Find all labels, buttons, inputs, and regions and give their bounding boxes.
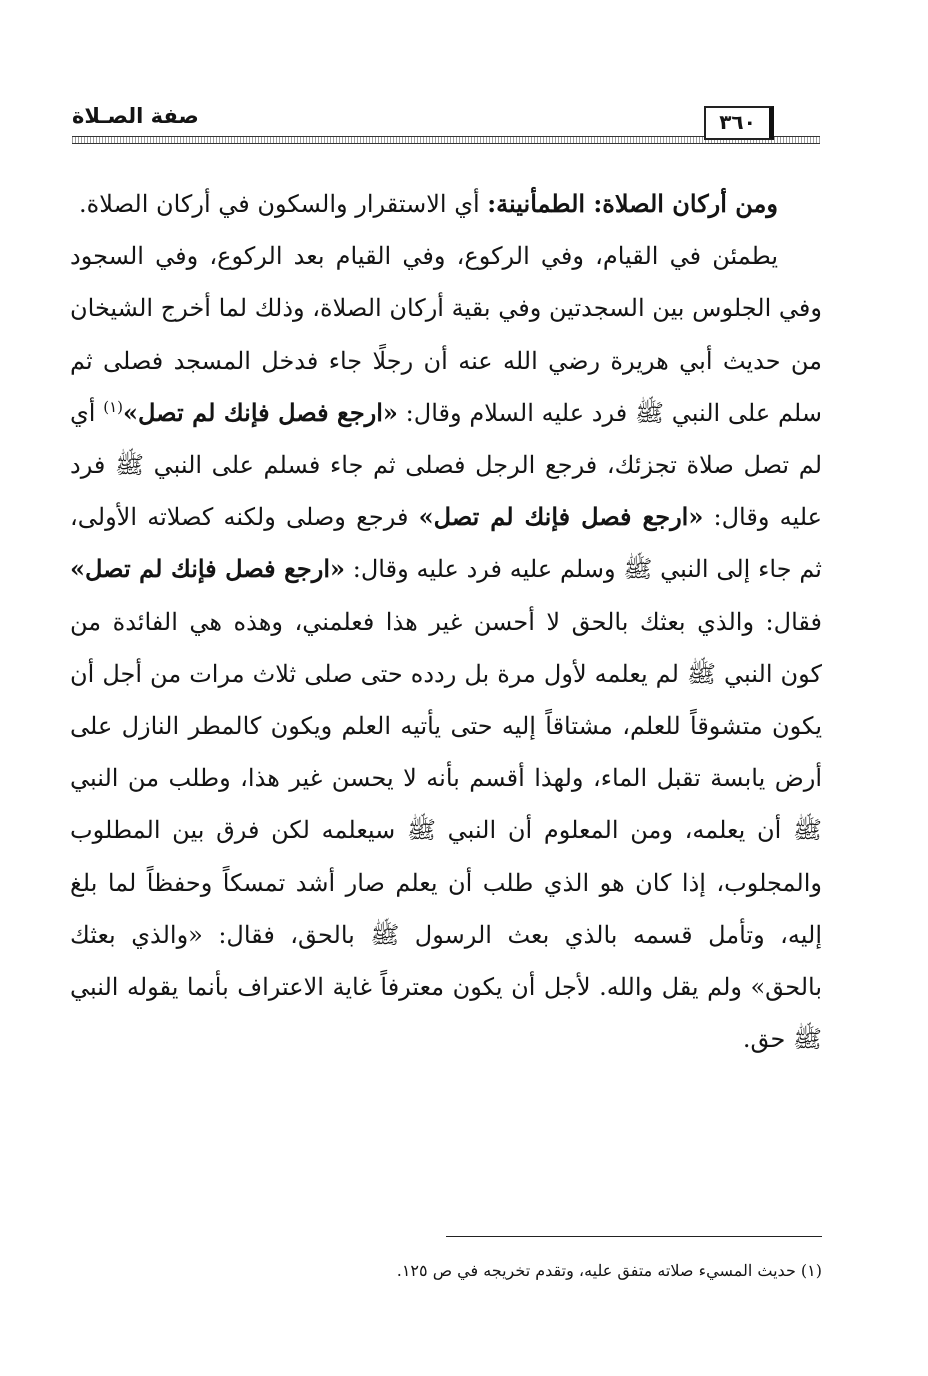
hadith-text-part1: يطمئن في القيام، وفي الركوع، وفي القيام بعد الركوع، وفي السجود وفي الجلوس بين السجدتين وفي بقية أركان الصلاة، وذلك لما أخرج الشيخان من حديث أبي هريرة رضي الله عنه أن رجلًا جاء فدخل المسجد فصلى ثم سلم على النبي ﷺ فرد عليه السلام وقال: <box>70 242 822 427</box>
hadith-text-part4: فقال: والذي بعثك بالحق لا أحسن غير هذا فعلمني، وهذه هي الفائدة من كون النبي ﷺ لم يعلمه لأول مرة بل ردده حتى صلى ثلاث مرات من أجل أن يكون متشوقاً للعلم، مشتاقاً إليه حتى يأتيه العلم ويكون كالمطر النازل على أرض يابسة تقبل الماء، ولهذا أقسم بأنه لا يحسن غير هذا، وطلب من النبي ﷺ أن يعلمه، ومن المعلوم أن النبي ﷺ سيعلمه لكن فرق بين المطلوب والمجلوب، إذا كان هو الذي طلب أن يعلم صار أشد تمسكاً وحفظاً لما بلغ إليه، وتأمل قسمه بالذي بعث الرسول ﷺ بالحق، فقال: «والذي بعثك بالحق» ولم يقل والله. لأجل أن يكون معترفاً غاية الاعتراف بأنما يقوله النبي ﷺ حق. <box>70 607 822 1054</box>
paragraph-hadith-explanation <box>70 230 822 1065</box>
footnote-separator <box>446 1236 822 1237</box>
pillar-heading: ومن أركان الصلاة: الطمأنينة: <box>487 189 778 218</box>
main-text <box>70 178 822 1065</box>
paragraph-pillar-definition <box>70 178 822 230</box>
hadith-quote-2: «ارجع فصل فإنك لم تصل» <box>418 502 704 532</box>
hadith-text-part3: فرجع وصلى ولكنه كصلاته الأولى، ثم جاء إلى النبي ﷺ وسلم عليه فرد عليه وقال: <box>70 503 822 584</box>
running-title: صفة الصـلاة <box>72 104 199 128</box>
page-header <box>72 98 820 150</box>
footnote-1: (١) حديث المسيء صلاته متفق عليه، وتقدم تخريجه في ص ١٢٥. <box>396 1261 822 1280</box>
hadith-quote-3: «ارجع فصل فإنك لم تصل» <box>70 554 345 584</box>
pillar-definition-text: أي الاستقرار والسكون في أركان الصلاة. <box>79 190 488 218</box>
page-number: ٣٦٠ <box>704 106 774 140</box>
footnote-reference-1: (١) <box>103 397 123 416</box>
hadith-text-part2: أي لم تصل صلاة تجزئك، فرجع الرجل فصلى ثم جاء فسلم على النبي ﷺ فرد عليه وقال: <box>70 398 823 532</box>
hadith-quote-1: «ارجع فصل فإنك لم تصل» <box>123 397 398 427</box>
